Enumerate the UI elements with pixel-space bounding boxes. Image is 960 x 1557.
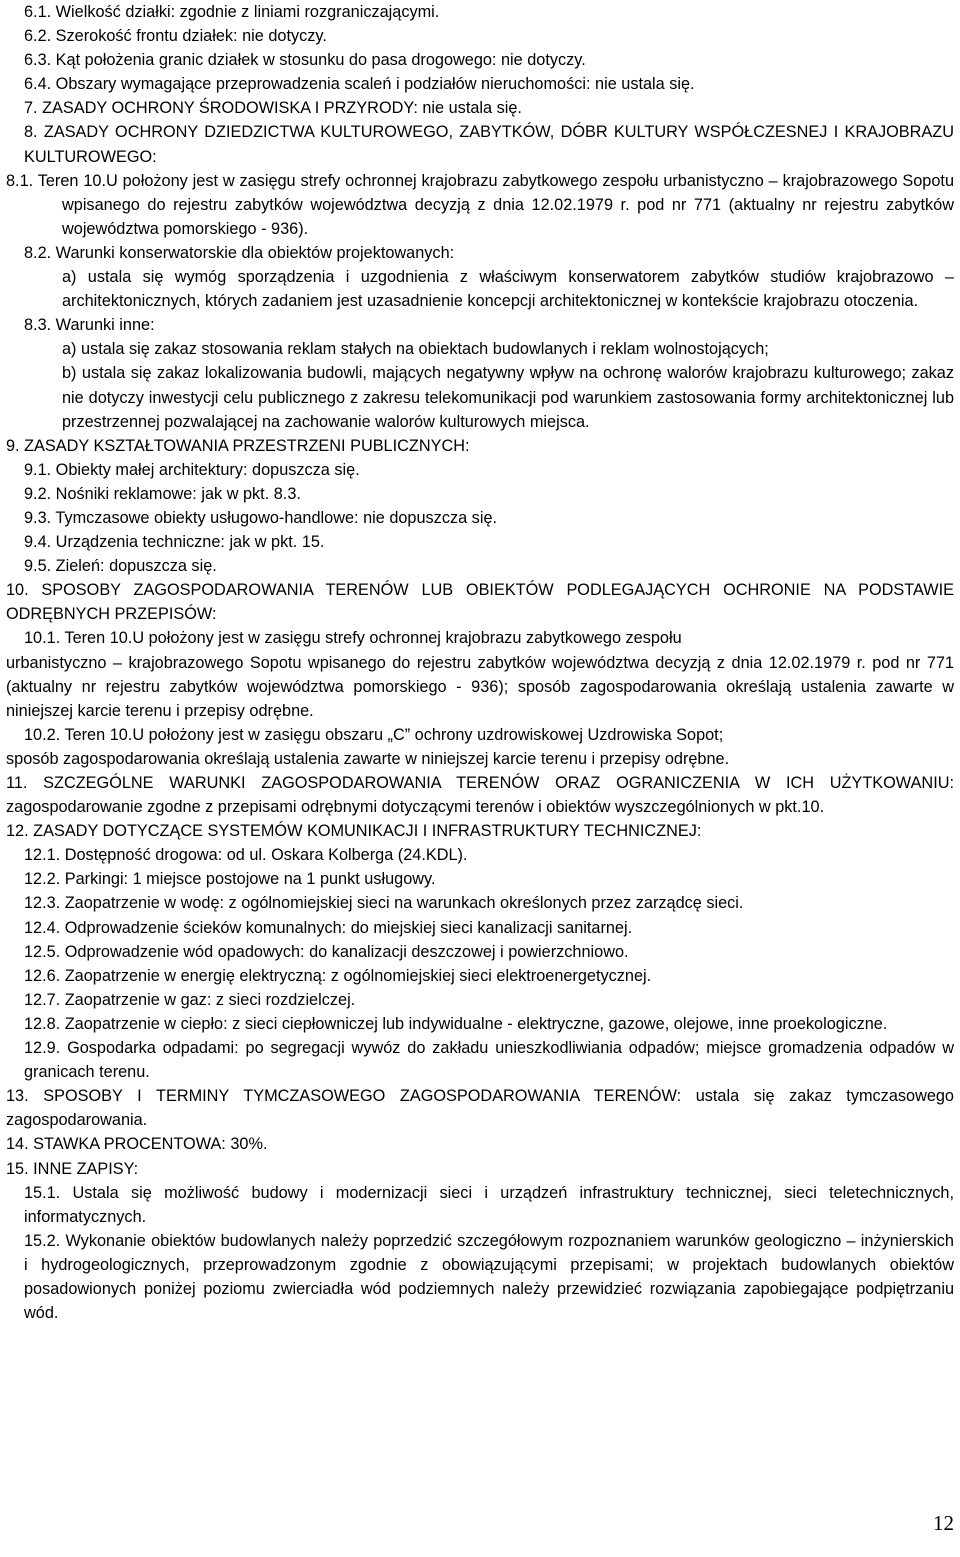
text-line: 6.1. Wielkość działki: zgodnie z liniami rozgraniczającymi.: [24, 3, 440, 21]
text-line: 15. INNE ZAPISY:: [6, 1159, 139, 1178]
text-line: 10.2. Teren 10.U położony jest w zasięgu obszaru „C” ochrony uzdrowiskowej Uzdrowiska Sopot;: [24, 725, 724, 744]
text-line: 9.2. Nośniki reklamowe: jak w pkt. 8.3.: [24, 484, 301, 503]
text-line: 12.5. Odprowadzenie wód opadowych: do kanalizacji deszczowej i powierzchniowo.: [24, 942, 629, 961]
text-line: 10.1. Teren 10.U położony jest w zasięgu strefy ochronnej krajobrazu zabytkowego zespołu: [24, 629, 682, 648]
text-line: 12.7. Zaopatrzenie w gaz: z sieci rozdzielczej.: [24, 990, 356, 1009]
page-number: 12: [933, 1511, 954, 1535]
text-line: urbanistyczno – krajobrazowego Sopotu wpisanego do rejestru zabytków województwa decyzją z dnia 12.02.1979 r. pod nr 771 (aktualny nr rejestru zabytków województwa pomorskiego - 936); sposób zagospodarowania określają ustalenia zawarte w niniejszej karcie terenu i przepisy odrębne.: [6, 653, 954, 720]
text-line: 11. SZCZEGÓLNE WARUNKI ZAGOSPODAROWANIA TERENÓW ORAZ OGRANICZENIA W ICH UŻYTKOWANIU: zagospodarowanie zgodne z przepisami odrębnymi dotyczącymi terenów i obiektów wyszczególnionych w pkt.10.: [6, 774, 954, 817]
text-line: 6.2. Szerokość frontu działek: nie dotyczy.: [24, 27, 327, 46]
text-line: 10. SPOSOBY ZAGOSPODAROWANIA TERENÓW LUB OBIEKTÓW PODLEGAJĄCYCH OCHRONIE NA PODSTAWIE ODRĘBNYCH PRZEPISÓW:: [6, 581, 954, 624]
text-line: 12.6. Zaopatrzenie w energię elektryczną: z ogólnomiejskiej sieci elektroenergetycznej.: [24, 966, 652, 985]
text-line: b) ustala się zakaz lokalizowania budowli, mających negatywny wpływ na ochronę walorów krajobrazu kulturowego; zakaz nie dotyczy inwestycji celu publicznego z zakresu telekomunikacji pod warunkiem zastosowania formy architektonicznej lub przestrzennej pozwalającej na zachowanie walorów kulturowych miejsca.: [62, 364, 954, 431]
text-line: 9. ZASADY KSZTAŁTOWANIA PRZESTRZENI PUBLICZNYCH:: [6, 436, 470, 455]
text-line: 12.2. Parkingi: 1 miejsce postojowe na 1 punkt usługowy.: [24, 870, 436, 889]
text-line: 12.3. Zaopatrzenie w wodę: z ogólnomiejskiej sieci na warunkach określonych przez zarządcę sieci.: [24, 894, 744, 913]
text-line: sposób zagospodarowania określają ustalenia zawarte w niniejszej karcie terenu i przepisy odrębne.: [6, 749, 730, 768]
text-line: 15.2. Wykonanie obiektów budowlanych należy poprzedzić szczegółowym rozpoznaniem warunków geologiczno – inżynierskich i hydrogeologicznych, przeprowadzonym zgodnie z obowiązującymi przepisami; w projektach budowlanych obiektów posadowionych poniżej poziomu zwierciadła wód podziemnych należy przewidzieć rozwiązania zapobiegające podpiętrzaniu wód.: [24, 1231, 954, 1323]
text-line: 6.3. Kąt położenia granic działek w stosunku do pasa drogowego: nie dotyczy.: [24, 51, 586, 70]
text-line: 9.5. Zieleń: dopuszcza się.: [24, 557, 217, 576]
text-line: 9.4. Urządzenia techniczne: jak w pkt. 15.: [24, 533, 325, 552]
text-line: 8.1. Teren 10.U położony jest w zasięgu strefy ochronnej krajobrazu zabytkowego zespołu urbanistyczno – krajobrazowego Sopotu wpisanego do rejestru zabytków województwa decyzją z dnia 12.02.1979 r. pod nr 771 (aktualny nr rejestru zabytków województwa pomorskiego - 936).: [6, 171, 954, 238]
text-line: 15.1. Ustala się możliwość budowy i modernizacji sieci i urządzeń infrastruktury technicznej, sieci teletechnicznych, informatycznych.: [24, 1183, 954, 1226]
text-line: a) ustala się wymóg sporządzenia i uzgodnienia z właściwym konserwatorem zabytków studiów krajobrazowo – architektonicznych, których zadaniem jest uzasadnienie koncepcji architektonicznej w kontekście krajobrazu otoczenia.: [62, 268, 954, 311]
text-line: 8.2. Warunki konserwatorskie dla obiektów projektowanych:: [24, 243, 455, 262]
text-line: 9.3. Tymczasowe obiekty usługowo-handlowe: nie dopuszcza się.: [24, 508, 498, 527]
text-line: 7. ZASADY OCHRONY ŚRODOWISKA I PRZYRODY: nie ustala się.: [24, 99, 522, 118]
text-line: 12.4. Odprowadzenie ścieków komunalnych: do miejskiej sieci kanalizacji sanitarnej.: [24, 918, 633, 937]
text-line: 12.9. Gospodarka odpadami: po segregacji wywóz do zakładu unieszkodliwiania odpadów; miejsce gromadzenia odpadów w granicach terenu.: [24, 1039, 954, 1082]
text-line: 8. ZASADY OCHRONY DZIEDZICTWA KULTUROWEGO, ZABYTKÓW, DÓBR KULTURY WSPÓŁCZESNEJ I KRAJOBRAZU KULTUROWEGO:: [24, 123, 954, 166]
text-line: 9.1. Obiekty małej architektury: dopuszcza się.: [24, 460, 360, 479]
text-line: 12.8. Zaopatrzenie w ciepło: z sieci ciepłowniczej lub indywidualne - elektryczne, gazowe, olejowe, inne proekologiczne.: [24, 1014, 888, 1033]
text-line: 13. SPOSOBY I TERMINY TYMCZASOWEGO ZAGOSPODAROWANIA TERENÓW: ustala się zakaz tymczasowego zagospodarowania.: [6, 1087, 954, 1130]
text-line: 6.4. Obszary wymagające przeprowadzenia scaleń i podziałów nieruchomości: nie ustala się.: [24, 75, 695, 94]
document-body: [6, 0, 954, 1325]
text-line: 14. STAWKA PROCENTOWA: 30%.: [6, 1135, 268, 1154]
text-line: 12. ZASADY DOTYCZĄCE SYSTEMÓW KOMUNIKACJI I INFRASTRUKTURY TECHNICZNEJ:: [6, 822, 702, 841]
text-line: a) ustala się zakaz stosowania reklam stałych na obiektach budowlanych i reklam wolnostojących;: [62, 340, 769, 359]
text-line: 12.1. Dostępność drogowa: od ul. Oskara Kolberga (24.KDL).: [24, 846, 468, 865]
text-line: 8.3. Warunki inne:: [24, 316, 155, 335]
